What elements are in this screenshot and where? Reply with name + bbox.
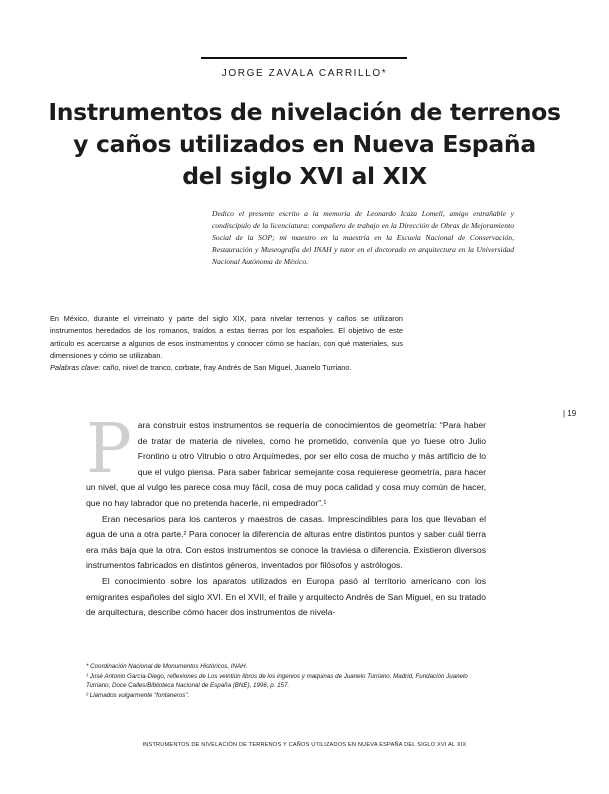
title-line-3: del siglo XVI al XIX [182,162,427,190]
abstract-text: En México, durante el virreinato y parte del siglo XIX, para nivelar terrenos y caños se utilizaron instrumentos heredados de los romanos, traídos a estas tierras por los españoles. El objetivo de este artículo es acercarse a algunos de esos instrumentos y conocer cómo se hacían, con qué materiales, sus dimensiones y cómo se utilizaban. [50,314,403,360]
article-title [40,96,569,192]
keywords-label: Palabras clave: [50,363,101,373]
dedication: Dedico el presente escrito a la memoria de Leonardo Icaza Lomelí, amigo entrañable y condiscípulo de la licenciatura; compañero de trabajo en la Dirección de Obras de Mejoramiento Social de la SOP; mi maestro en la maestría en la Escuela Nacional de Conservación, Restauración y Museografía del INAH y tutor en el doctorado en arquitectura en la Universidad Nacional Autónoma de México. [212,209,514,266]
keywords: caño, nivel de tranco, corbate, fray Andrés de San Miguel, Juanelo Turriano. [100,363,352,373]
footnote-2: ² Llamados vulgarmente “fontaneros”. [86,691,190,699]
running-footer: INSTRUMENTOS DE NIVELACIÓN DE TERRENOS Y CAÑOS UTILIZADOS EN NUEVA ESPAÑA DEL SIGLO XVI AL XIX [142,742,467,748]
footnote-1: ¹ José Antonio García-Diego, reflexiones de Los veintiún libros de los ingenios y maquinas de Juanelo Turriano, Madrid, Fundación Juanelo Turriano, Doce Calles/Biblioteca Nacional de España (BNE), 1996, p. 157. [86,672,468,690]
footnotes [86,662,481,700]
drop-cap: P [86,410,132,489]
paragraph-1 [86,410,486,512]
abstract [50,313,403,374]
paragraph-2: Eran necesarios para los canteros y maestros de casas. Imprescindibles para los que llevaban el agua de una a otra parte.² Para conocer la diferencia de alturas entre distintos puntos y saber cuál tierra era más baja que la otra. Con estos instrumentos se conoce la traviesa o diferencia. Existieron diversos instrumentos fabricados en distintos géneros, inventados por filósofos y astrólogos. [86,513,486,571]
page-number: | 19 [563,409,577,418]
paragraph-1-text: ara construir estos instrumentos se requería de conocimientos de geometría: “Para haber de tratar de materia de niveles, como he prometido, convenía que yo fuese otro Julio Frontino u otro Vitrubio o otro Arquímedes, por ser ello cosa de mucho y más artificio de lo que el vulgo piensa. Para saber fabricar semejante cosa requierese geometría, para hacer un nivel, que al vulgo les parece cosa muy fácil, cosa de muy poca calidad y cosa muy común de hacer, que no hay labrador que no pretenda hacerle, ni empedrador”.¹ [86,420,486,508]
title-line-1: Instrumentos de nivelación de terrenos [48,98,561,126]
header-rule [201,57,407,59]
body-text [86,410,486,621]
paragraph-3: El conocimiento sobre los aparatos utilizados en Europa pasó al territorio americano con los emigrantes españoles del siglo XVI. En el XVII, el fraile y arquitecto Andrés de San Miguel, en su tratado de arquitectura, describe cómo hacer dos instrumentos de nivela- [86,575,486,618]
title-line-2: y caños utilizados en Nueva España [73,130,536,158]
author-name: JORGE ZAVALA CARRILLO* [221,68,388,79]
footnote-author: * Coordinación Nacional de Monumentos Históricos, INAH. [86,663,248,670]
